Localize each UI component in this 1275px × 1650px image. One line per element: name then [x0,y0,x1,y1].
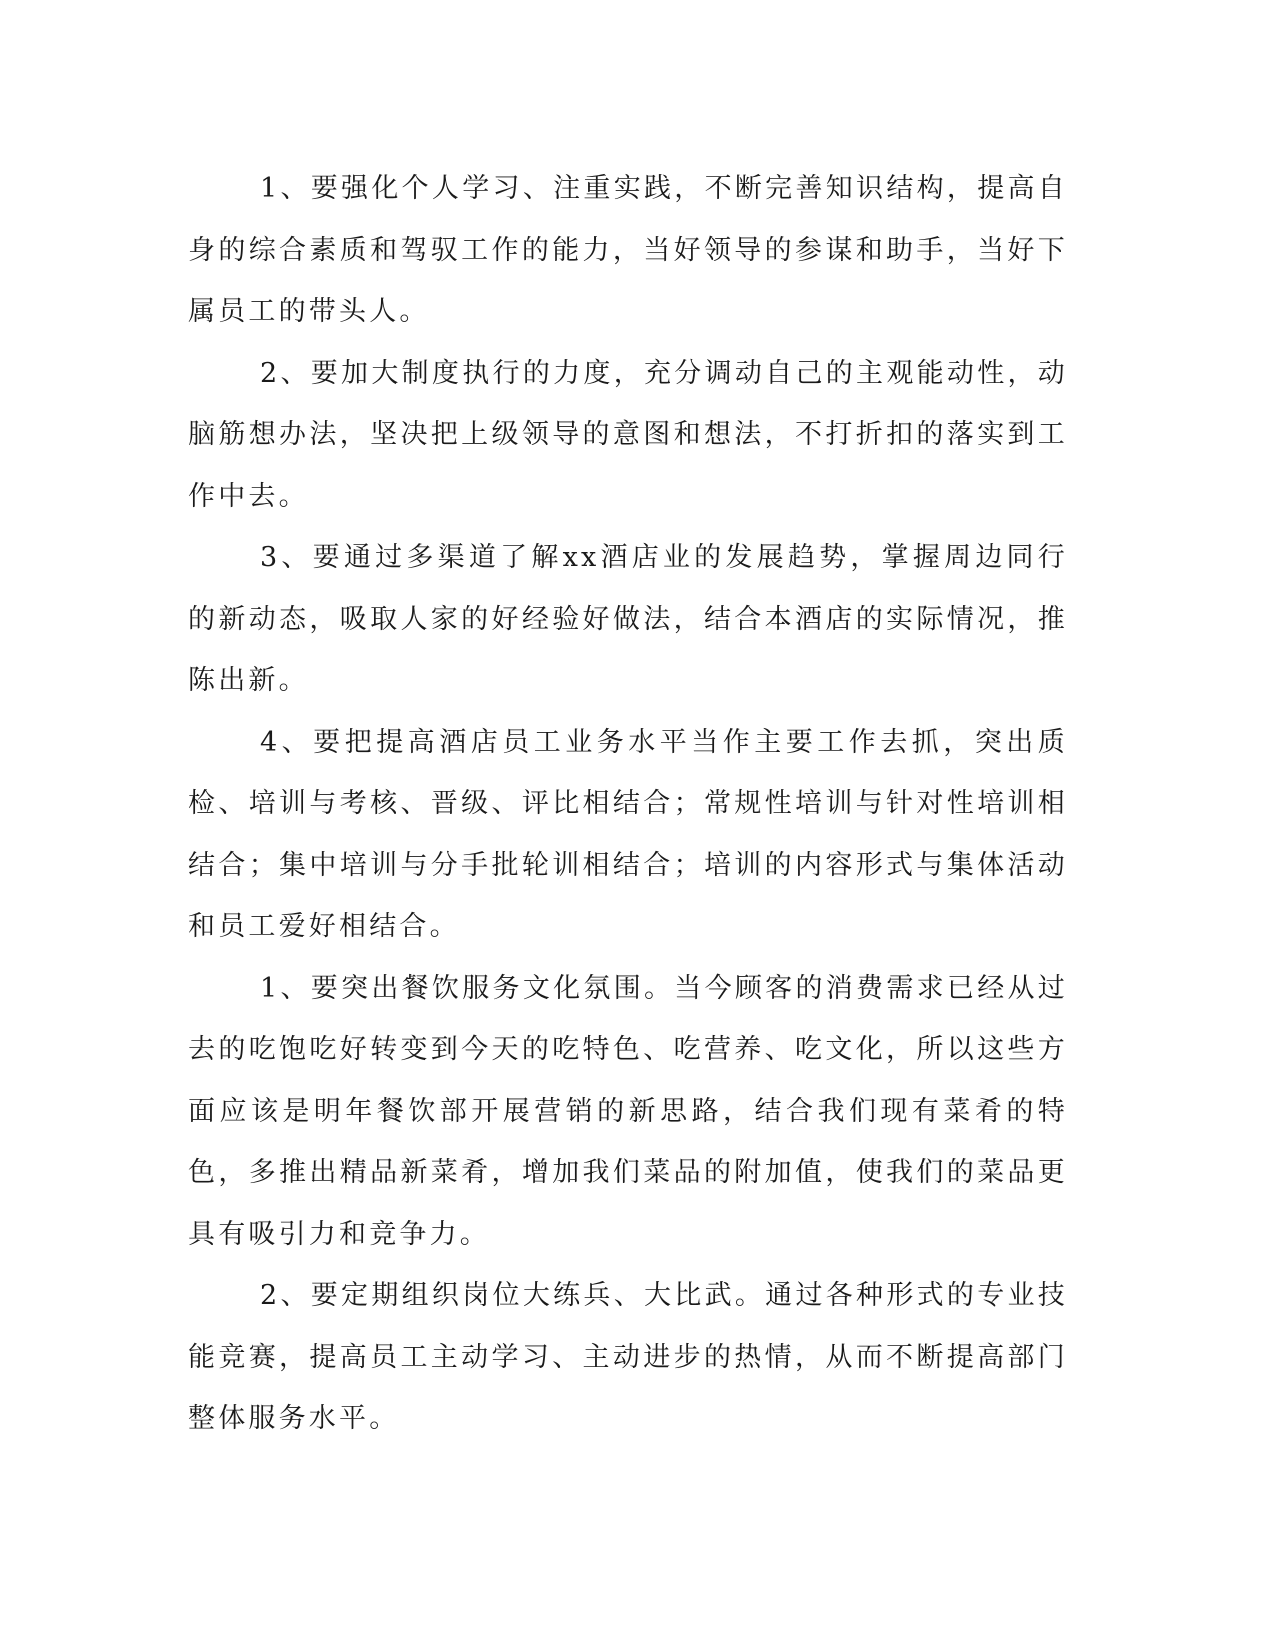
paragraph-1: 1、要强化个人学习、注重实践，不断完善知识结构，提高自身的综合素质和驾驭工作的能力，当好领导的参谋和助手，当好下属员工的带头人。 [188,173,1068,327]
paragraph-2: 2、要加大制度执行的力度，充分调动自己的主观能动性，动脑筋想办法，坚决把上级领导的意图和想法，不打折扣的落实到工作中去。 [188,357,1068,512]
paragraph-3: 3、要通过多渠道了解xx酒店业的发展趋势，掌握周边同行的新动态，吸取人家的好经验好做法，结合本酒店的实际情况，推陈出新。 [188,542,1068,696]
paragraph-5: 1、要突出餐饮服务文化氛围。当今顾客的消费需求已经从过去的吃饱吃好转变到今天的吃特色、吃营养、吃文化，所以这些方面应该是明年餐饮部开展营销的新思路，结合我们现有菜肴的特色，多推出精品新菜肴，增加我们菜品的附加值，使我们的菜品更具有吸引力和竞争力。 [188,972,1068,1250]
paragraph-6: 2、要定期组织岗位大练兵、大比武。通过各种形式的专业技能竞赛，提高员工主动学习、主动进步的热情，从而不断提高部门整体服务水平。 [188,1280,1068,1434]
document-body [188,158,1068,1450]
paragraph-4: 4、要把提高酒店员工业务水平当作主要工作去抓，突出质检、培训与考核、晋级、评比相结合；常规性培训与针对性培训相结合；集中培训与分手批轮训相结合；培训的内容形式与集体活动和员工爱好相结合。 [188,726,1068,942]
